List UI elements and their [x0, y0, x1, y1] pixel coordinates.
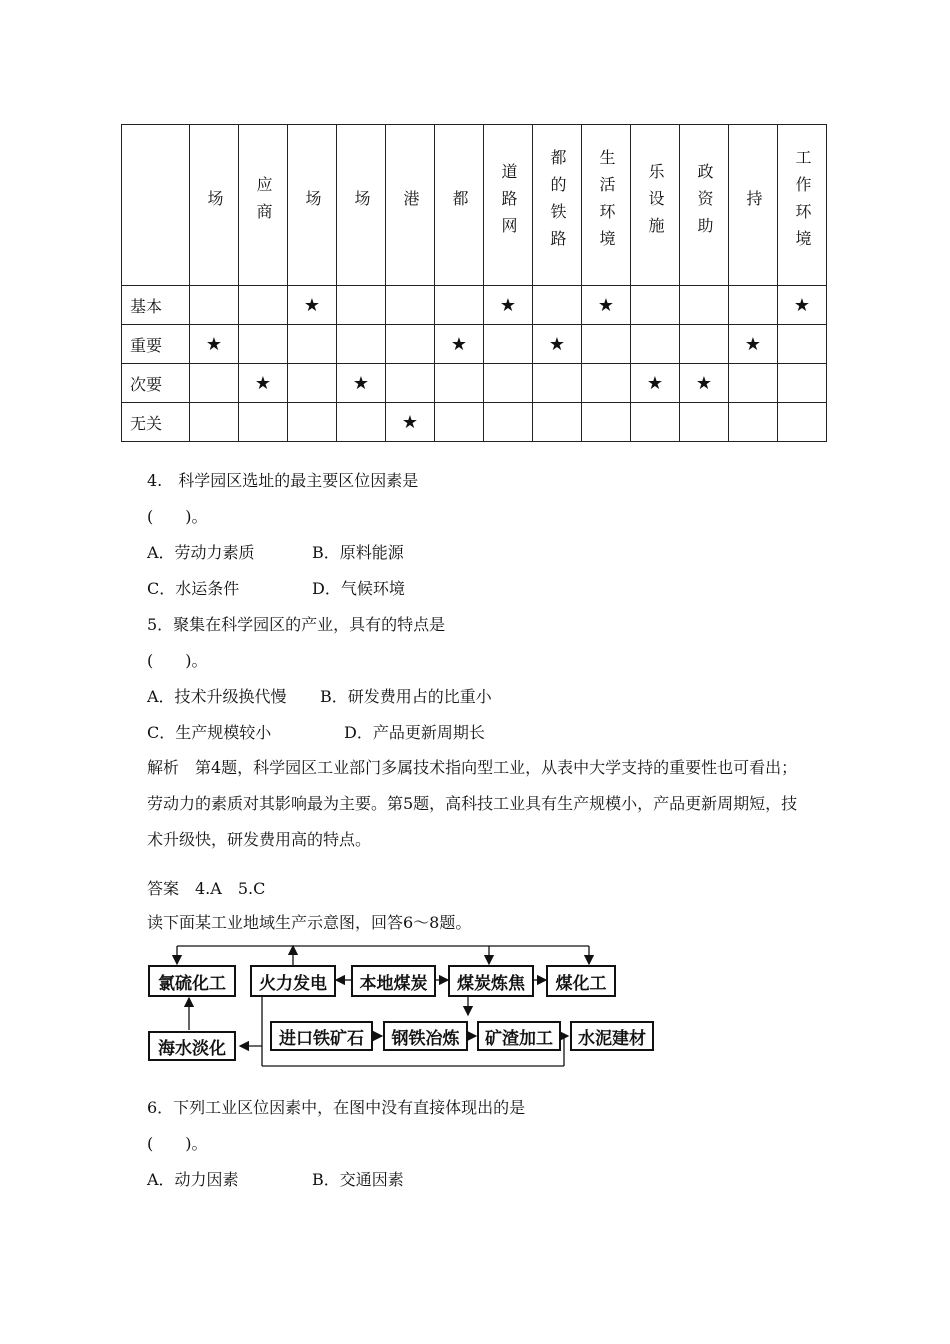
q4-blank: ( )。	[147, 507, 208, 526]
q5-stem: 5．聚集在科学园区的产业，具有的特点是	[147, 615, 446, 634]
q6-blank: ( )。	[147, 1134, 208, 1153]
star-icon: ★	[205, 333, 223, 355]
star-icon: ★	[744, 333, 762, 355]
star-icon: ★	[303, 294, 321, 316]
star-icon: ★	[499, 294, 517, 316]
header-cell: 都的铁路	[533, 125, 582, 286]
q4-option-d: D．气候环境	[312, 579, 405, 598]
star-icon: ★	[254, 372, 272, 394]
q5-option-c: C．生产规模较小	[147, 723, 272, 742]
diagram-intro: 读下面某工业地域生产示意图，回答6～8题。	[147, 913, 472, 932]
q6-option-a: A．动力因素	[147, 1170, 239, 1189]
answer-text: 答案 4.A 5.C	[147, 879, 266, 898]
q4-option-c: C．水运条件	[147, 579, 240, 598]
q5-blank: ( )。	[147, 651, 208, 670]
header-cell: 道路网	[484, 125, 533, 286]
q4-option-a: A．劳动力素质	[147, 543, 255, 562]
star-icon: ★	[450, 333, 468, 355]
header-cell: 生活环境	[582, 125, 631, 286]
star-icon: ★	[646, 372, 664, 394]
star-icon: ★	[352, 372, 370, 394]
box-huolifadian: 火力发电	[250, 965, 336, 997]
box-gangtie: 钢铁冶炼	[383, 1021, 468, 1051]
header-cell: 乐设施	[631, 125, 680, 286]
star-icon: ★	[548, 333, 566, 355]
header-cell: 场	[337, 125, 386, 286]
row-label: 无关	[122, 403, 190, 442]
q4-stem: 4. 科学园区选址的最主要区位因素是	[147, 471, 419, 490]
row-label: 基本	[122, 286, 190, 325]
star-icon: ★	[597, 294, 615, 316]
box-kuangzha: 矿渣加工	[477, 1021, 561, 1051]
box-meihuagong: 煤化工	[546, 965, 616, 997]
header-cell: 场	[288, 125, 337, 286]
q4-option-b: B．原料能源	[312, 543, 404, 562]
box-bendimeitan: 本地煤炭	[351, 965, 436, 997]
header-cell: 应商	[239, 125, 288, 286]
header-cell: 港	[386, 125, 435, 286]
box-shuini: 水泥建材	[570, 1021, 654, 1051]
header-cell: 工作环境	[778, 125, 827, 286]
box-meitanlianjiao: 煤炭炼焦	[448, 965, 534, 997]
q6-option-b: B．交通因素	[312, 1170, 404, 1189]
q5-option-a: A．技术升级换代慢	[147, 687, 287, 706]
analysis-text: 解析 第4题，科学园区工业部门多属技术指向型工业，从表中大学支持的重要性也可看出；劳动力的素质对其影响最为主要。第5题，高科技工业具有生产规模小，产品更新周期短，技术升级快，研发费用高的特点。	[147, 758, 798, 849]
q5-option-d: D．产品更新周期长	[344, 723, 485, 742]
box-haishui: 海水淡化	[148, 1031, 236, 1061]
q6-stem: 6．下列工业区位因素中，在图中没有直接体现出的是	[147, 1098, 526, 1117]
row-label: 重要	[122, 325, 190, 364]
header-cell: 场	[190, 125, 239, 286]
header-cell: 持	[729, 125, 778, 286]
star-icon: ★	[401, 411, 419, 433]
q5-option-b: B．研发费用占的比重小	[320, 687, 492, 706]
header-cell: 都	[435, 125, 484, 286]
star-icon: ★	[793, 294, 811, 316]
star-icon: ★	[695, 372, 713, 394]
header-cell: 政资助	[680, 125, 729, 286]
row-label: 次要	[122, 364, 190, 403]
box-lvhuagong: 氯硫化工	[148, 965, 236, 997]
box-jinkou: 进口铁矿石	[270, 1021, 373, 1051]
